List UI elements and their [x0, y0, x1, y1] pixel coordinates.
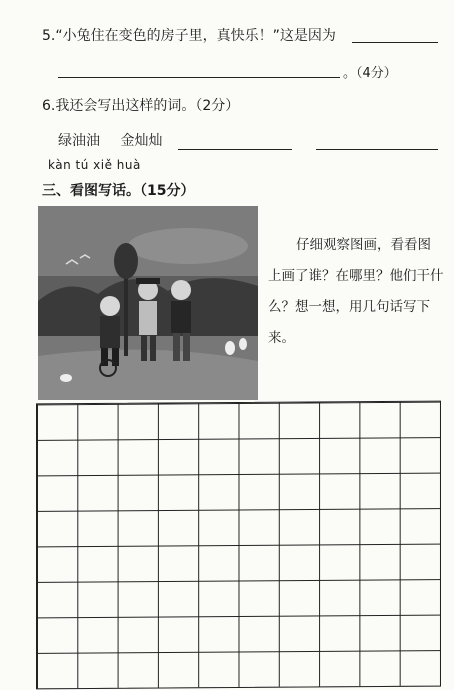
example-word-2: 金灿灿: [120, 133, 163, 149]
example-words: [58, 130, 178, 150]
illustration-drawing: [38, 206, 258, 400]
illustration-picture: [38, 206, 258, 400]
pinyin-label: kàn tú xiě huà: [48, 158, 141, 172]
picture-writing-instruction: 仔细观察图画，看看图上画了谁？在哪里？他们干什么？想一想，用几句话写下来。: [268, 237, 444, 346]
section-3-title: 三、看图写话。（15分）: [42, 183, 195, 199]
question-6-text: 6.我还会写出这样的词。（2分）: [42, 98, 240, 114]
answer-line-5a[interactable]: [352, 42, 438, 43]
answer-line-6a[interactable]: [178, 149, 292, 150]
writing-grid[interactable]: [36, 401, 441, 690]
question-5-text: 5.“小兔住在变色的房子里，真快乐！”这是因为: [42, 28, 336, 44]
answer-line-6b[interactable]: [316, 149, 438, 150]
answer-line-5b[interactable]: [58, 77, 340, 78]
question-5-score: 。（4分）: [343, 66, 397, 81]
example-word-1: 绿油油: [58, 133, 100, 149]
